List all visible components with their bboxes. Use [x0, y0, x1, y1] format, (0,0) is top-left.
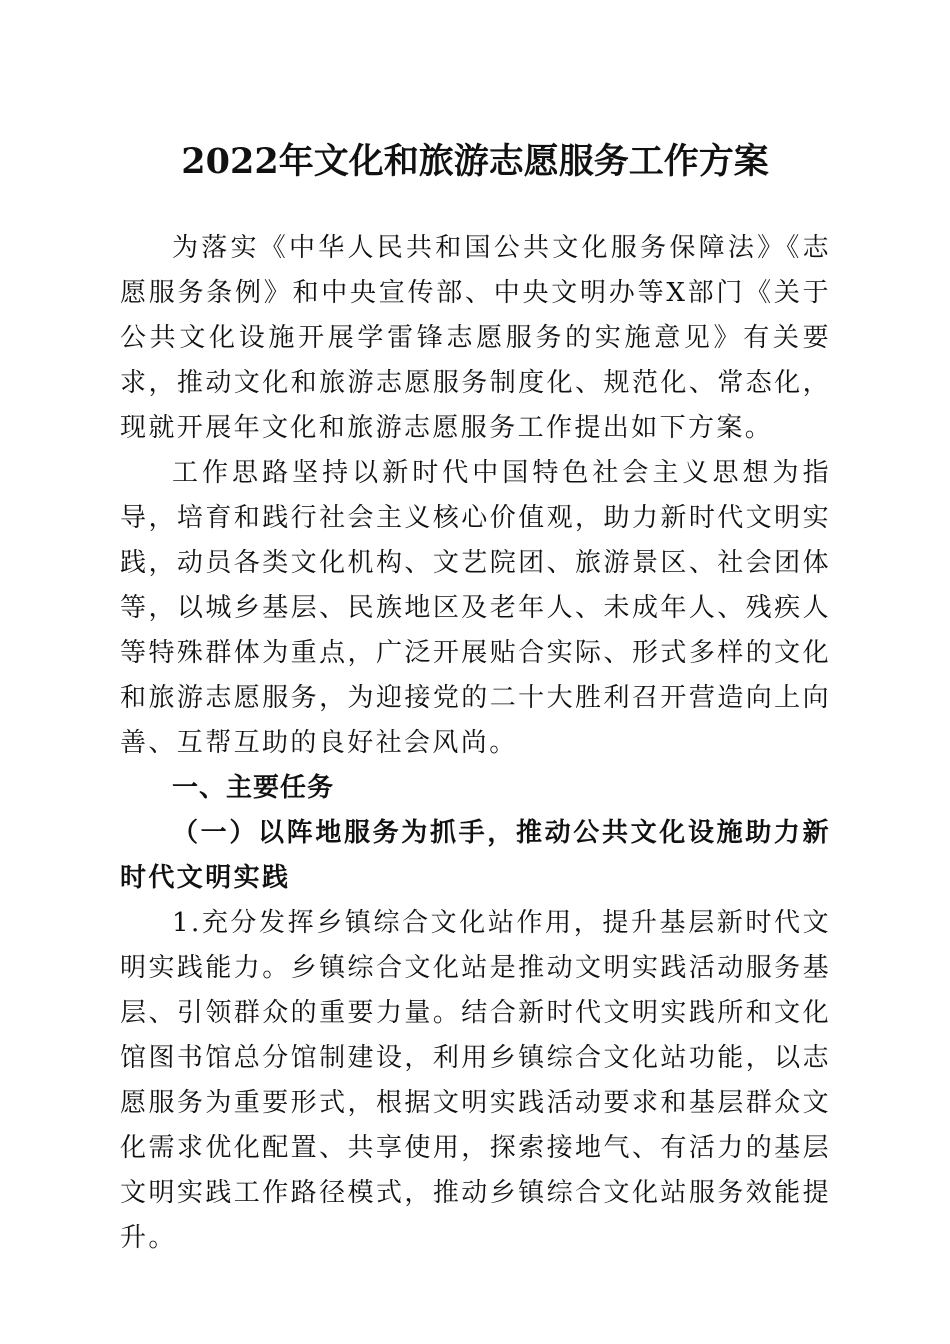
- intro-paragraph: 为落实《中华人民共和国公共文化服务保障法》《志愿服务条例》和中央宣传部、中央文明办等X部门《关于公共文化设施开展学雷锋志愿服务的实施意见》有关要求，推动文化和旅游志愿服务制度化、规范化、常态化，现就开展年文化和旅游志愿服务工作提出如下方案。: [120, 233, 831, 443]
- section-heading: 一、主要任务: [172, 773, 335, 803]
- document-title: 2022年文化和旅游志愿服务工作方案: [181, 141, 769, 182]
- work-approach-paragraph: 工作思路坚持以新时代中国特色社会主义思想为指导，培育和践行社会主义核心价值观，助力新时代文明实践，动员各类文化机构、文艺院团、旅游景区、社会团体等，以城乡基层、民族地区及老年人、未成年人、残疾人等特殊群体为重点，广泛开展贴合实际、形式多样的文化和旅游志愿服务，为迎接党的二十大胜利召开营造向上向善、互帮互助的良好社会风尚。: [120, 458, 831, 758]
- subsection-heading: （一）以阵地服务为抓手，推动公共文化设施助力新时代文明实践: [120, 818, 831, 893]
- document-body: [120, 226, 831, 1261]
- item-paragraph: 1.充分发挥乡镇综合文化站作用，提升基层新时代文明实践能力。乡镇综合文化站是推动文明实践活动服务基层、引领群众的重要力量。结合新时代文明实践所和文化馆图书馆总分馆制建设，利用乡镇综合文化站功能，以志愿服务为重要形式，根据文明实践活动要求和基层群众文化需求优化配置、共享使用，探索接地气、有活力的基层文明实践工作路径模式，推动乡镇综合文化站服务效能提升。: [120, 908, 831, 1253]
